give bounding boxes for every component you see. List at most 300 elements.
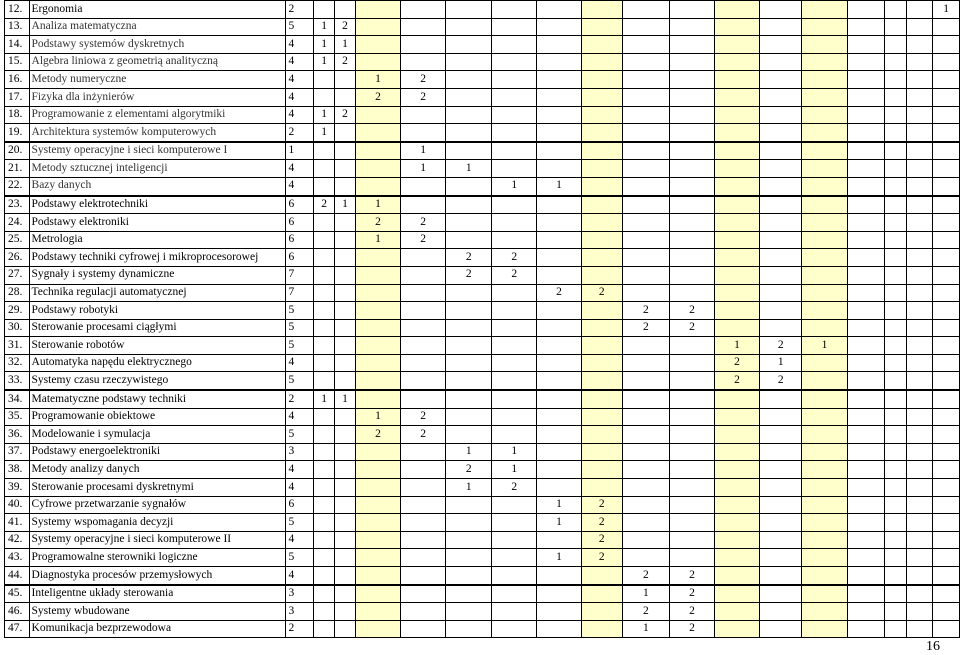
- grid-cell: [537, 354, 581, 372]
- grid-cell: [669, 71, 714, 89]
- grid-cell: [446, 426, 492, 444]
- grid-cell: 2: [760, 337, 802, 355]
- grid-cell: [446, 337, 492, 355]
- grid-cell: [314, 408, 335, 426]
- grid-cell: [884, 53, 906, 71]
- grid-cell: [907, 319, 933, 337]
- grid-cell: 1: [622, 620, 669, 638]
- grid-cell: [401, 53, 446, 71]
- grid-cell: [622, 354, 669, 372]
- grid-cell: [760, 106, 802, 124]
- course-name: Ergonomia: [29, 1, 285, 19]
- grid-cell: [802, 354, 847, 372]
- grid-cell: [622, 372, 669, 390]
- grid-cell: [715, 106, 760, 124]
- grid-cell: [492, 319, 537, 337]
- grid-cell: [847, 443, 884, 461]
- course-name: Automatyka napędu elektrycznego: [29, 354, 285, 372]
- grid-cell: 2: [537, 284, 581, 302]
- grid-cell: [622, 284, 669, 302]
- grid-cell: [492, 53, 537, 71]
- grid-cell: [622, 142, 669, 160]
- course-name: Inteligentne układy sterowania: [29, 585, 285, 603]
- grid-cell: [907, 196, 933, 214]
- grid-cell: [446, 408, 492, 426]
- grid-cell: [446, 319, 492, 337]
- grid-cell: [492, 36, 537, 54]
- grid-cell: [446, 214, 492, 232]
- grid-cell: 2: [715, 354, 760, 372]
- grid-cell: [537, 390, 581, 408]
- ects-points: 4: [285, 53, 314, 71]
- table-row: [5, 160, 960, 178]
- grid-cell: [884, 18, 906, 36]
- grid-cell: [581, 390, 622, 408]
- grid-cell: [669, 549, 714, 567]
- grid-cell: [581, 124, 622, 142]
- grid-cell: [335, 408, 356, 426]
- grid-cell: [669, 531, 714, 549]
- grid-cell: [492, 531, 537, 549]
- grid-cell: [492, 337, 537, 355]
- grid-cell: [355, 53, 400, 71]
- grid-cell: [622, 390, 669, 408]
- grid-cell: [802, 479, 847, 497]
- grid-cell: [715, 496, 760, 514]
- grid-cell: [802, 88, 847, 106]
- grid-cell: 2: [335, 53, 356, 71]
- grid-cell: [581, 461, 622, 479]
- ects-points: 5: [285, 319, 314, 337]
- grid-cell: [335, 372, 356, 390]
- grid-cell: [933, 266, 960, 284]
- grid-cell: [933, 142, 960, 160]
- table-row: [5, 124, 960, 142]
- ects-points: 4: [285, 71, 314, 89]
- grid-cell: [847, 319, 884, 337]
- grid-cell: [760, 585, 802, 603]
- grid-cell: [537, 319, 581, 337]
- grid-cell: [314, 354, 335, 372]
- grid-cell: [492, 1, 537, 19]
- grid-cell: [401, 319, 446, 337]
- grid-cell: [802, 514, 847, 532]
- grid-cell: [446, 231, 492, 249]
- grid-cell: 2: [446, 461, 492, 479]
- grid-cell: [622, 177, 669, 195]
- grid-cell: [581, 53, 622, 71]
- row-number: 45.: [5, 585, 30, 603]
- grid-cell: 2: [446, 266, 492, 284]
- grid-cell: [802, 160, 847, 178]
- grid-cell: [355, 124, 400, 142]
- grid-cell: [314, 266, 335, 284]
- grid-cell: [760, 461, 802, 479]
- grid-cell: [760, 1, 802, 19]
- grid-cell: [335, 71, 356, 89]
- grid-cell: [622, 408, 669, 426]
- grid-cell: 1: [802, 337, 847, 355]
- grid-cell: 1: [537, 549, 581, 567]
- grid-cell: [335, 620, 356, 638]
- grid-cell: [847, 496, 884, 514]
- grid-cell: [847, 549, 884, 567]
- grid-cell: [669, 160, 714, 178]
- grid-cell: [907, 479, 933, 497]
- grid-cell: [847, 426, 884, 444]
- grid-cell: [355, 567, 400, 585]
- grid-cell: [581, 196, 622, 214]
- table-row: [5, 372, 960, 390]
- grid-cell: [492, 390, 537, 408]
- grid-cell: [446, 620, 492, 638]
- grid-cell: 2: [355, 426, 400, 444]
- grid-cell: [669, 18, 714, 36]
- grid-cell: [669, 177, 714, 195]
- table-row: [5, 390, 960, 408]
- grid-cell: 2: [622, 319, 669, 337]
- grid-cell: [537, 71, 581, 89]
- grid-cell: [802, 142, 847, 160]
- grid-cell: [847, 514, 884, 532]
- table-row: [5, 443, 960, 461]
- row-number: 46.: [5, 603, 30, 621]
- grid-cell: [581, 302, 622, 320]
- grid-cell: [335, 479, 356, 497]
- grid-cell: [669, 266, 714, 284]
- grid-cell: [802, 620, 847, 638]
- row-number: 35.: [5, 408, 30, 426]
- grid-cell: [335, 142, 356, 160]
- grid-cell: 2: [401, 408, 446, 426]
- grid-cell: [669, 88, 714, 106]
- grid-cell: [847, 177, 884, 195]
- table-row: [5, 196, 960, 214]
- grid-cell: [622, 461, 669, 479]
- row-number: 40.: [5, 496, 30, 514]
- ects-points: 4: [285, 408, 314, 426]
- grid-cell: [622, 266, 669, 284]
- grid-cell: [847, 337, 884, 355]
- course-name: Sterowanie robotów: [29, 337, 285, 355]
- table-row: [5, 249, 960, 267]
- grid-cell: [335, 231, 356, 249]
- course-name: Architektura systemów komputerowych: [29, 124, 285, 142]
- grid-cell: [581, 106, 622, 124]
- grid-cell: [907, 408, 933, 426]
- grid-cell: [884, 1, 906, 19]
- ects-points: 6: [285, 496, 314, 514]
- grid-cell: [884, 461, 906, 479]
- grid-cell: [314, 88, 335, 106]
- grid-cell: [847, 354, 884, 372]
- row-number: 32.: [5, 354, 30, 372]
- grid-cell: [760, 443, 802, 461]
- grid-cell: [492, 284, 537, 302]
- grid-cell: [884, 603, 906, 621]
- grid-cell: [715, 214, 760, 232]
- grid-cell: [335, 531, 356, 549]
- ects-points: 4: [285, 177, 314, 195]
- grid-cell: 2: [581, 549, 622, 567]
- grid-cell: 1: [760, 354, 802, 372]
- grid-cell: [884, 36, 906, 54]
- grid-cell: [492, 549, 537, 567]
- grid-cell: [314, 142, 335, 160]
- grid-cell: [760, 514, 802, 532]
- grid-cell: 2: [581, 531, 622, 549]
- ects-points: 5: [285, 302, 314, 320]
- row-number: 24.: [5, 214, 30, 232]
- grid-cell: [907, 231, 933, 249]
- grid-cell: 2: [581, 514, 622, 532]
- grid-cell: [884, 106, 906, 124]
- grid-cell: 1: [314, 106, 335, 124]
- grid-cell: [884, 620, 906, 638]
- row-number: 25.: [5, 231, 30, 249]
- grid-cell: [622, 249, 669, 267]
- grid-cell: [884, 177, 906, 195]
- grid-cell: [884, 567, 906, 585]
- grid-cell: [847, 461, 884, 479]
- course-name: Cyfrowe przetwarzanie sygnałów: [29, 496, 285, 514]
- grid-cell: [669, 142, 714, 160]
- table-row: [5, 620, 960, 638]
- grid-cell: [715, 620, 760, 638]
- grid-cell: [492, 603, 537, 621]
- grid-cell: [933, 302, 960, 320]
- grid-cell: [933, 160, 960, 178]
- table-row: [5, 479, 960, 497]
- table-row: [5, 1, 960, 19]
- grid-cell: [537, 302, 581, 320]
- row-number: 19.: [5, 124, 30, 142]
- grid-cell: [446, 372, 492, 390]
- ects-points: 6: [285, 214, 314, 232]
- course-name: Programowanie z elementami algorytmiki: [29, 106, 285, 124]
- grid-cell: 2: [622, 302, 669, 320]
- grid-cell: 2: [760, 372, 802, 390]
- course-name: Systemy wspomagania decyzji: [29, 514, 285, 532]
- grid-cell: [933, 36, 960, 54]
- grid-cell: [715, 302, 760, 320]
- grid-cell: [933, 249, 960, 267]
- grid-cell: [802, 567, 847, 585]
- grid-cell: [907, 496, 933, 514]
- grid-cell: [335, 549, 356, 567]
- ects-points: 4: [285, 567, 314, 585]
- grid-cell: [314, 461, 335, 479]
- row-number: 20.: [5, 142, 30, 160]
- grid-cell: [802, 549, 847, 567]
- grid-cell: [581, 249, 622, 267]
- grid-cell: [622, 496, 669, 514]
- grid-cell: 1: [446, 443, 492, 461]
- grid-cell: [401, 620, 446, 638]
- grid-cell: [847, 567, 884, 585]
- grid-cell: [933, 214, 960, 232]
- grid-cell: [760, 160, 802, 178]
- grid-cell: [715, 284, 760, 302]
- grid-cell: [537, 531, 581, 549]
- grid-cell: [446, 18, 492, 36]
- grid-cell: [933, 284, 960, 302]
- grid-cell: 1: [933, 1, 960, 19]
- grid-cell: [581, 443, 622, 461]
- row-number: 47.: [5, 620, 30, 638]
- ects-points: 3: [285, 585, 314, 603]
- course-name: Metody analizy danych: [29, 461, 285, 479]
- grid-cell: [884, 354, 906, 372]
- grid-cell: 1: [314, 36, 335, 54]
- grid-cell: [760, 249, 802, 267]
- grid-cell: [669, 284, 714, 302]
- grid-cell: [581, 408, 622, 426]
- course-name: Systemy czasu rzeczywistego: [29, 372, 285, 390]
- grid-cell: [907, 71, 933, 89]
- grid-cell: [446, 106, 492, 124]
- grid-cell: [847, 372, 884, 390]
- ects-points: 7: [285, 266, 314, 284]
- course-name: Sterowanie procesami ciągłymi: [29, 319, 285, 337]
- row-number: 22.: [5, 177, 30, 195]
- grid-cell: [581, 585, 622, 603]
- grid-cell: [581, 160, 622, 178]
- ects-points: 4: [285, 354, 314, 372]
- grid-cell: [492, 88, 537, 106]
- course-name: Podstawy energoelektroniki: [29, 443, 285, 461]
- grid-cell: [355, 337, 400, 355]
- grid-cell: [760, 408, 802, 426]
- grid-cell: [537, 214, 581, 232]
- grid-cell: [715, 603, 760, 621]
- grid-cell: [401, 372, 446, 390]
- grid-cell: 1: [314, 390, 335, 408]
- grid-cell: [715, 443, 760, 461]
- grid-cell: [715, 124, 760, 142]
- row-number: 29.: [5, 302, 30, 320]
- grid-cell: [335, 354, 356, 372]
- grid-cell: [355, 514, 400, 532]
- grid-cell: [335, 496, 356, 514]
- grid-cell: [715, 71, 760, 89]
- grid-cell: [884, 284, 906, 302]
- grid-cell: [847, 142, 884, 160]
- grid-cell: [622, 196, 669, 214]
- grid-cell: [802, 531, 847, 549]
- grid-cell: [335, 443, 356, 461]
- table-row: [5, 36, 960, 54]
- grid-cell: [907, 160, 933, 178]
- grid-cell: [669, 372, 714, 390]
- course-name: Podstawy elektroniki: [29, 214, 285, 232]
- grid-cell: 2: [669, 603, 714, 621]
- ects-points: 3: [285, 603, 314, 621]
- grid-cell: [446, 284, 492, 302]
- grid-cell: [933, 426, 960, 444]
- grid-cell: [314, 496, 335, 514]
- grid-cell: [933, 354, 960, 372]
- grid-cell: [355, 106, 400, 124]
- course-name: Programowanie obiektowe: [29, 408, 285, 426]
- grid-cell: [907, 214, 933, 232]
- grid-cell: [401, 603, 446, 621]
- grid-cell: [802, 603, 847, 621]
- grid-cell: 1: [314, 53, 335, 71]
- grid-cell: 2: [446, 249, 492, 267]
- ects-points: 5: [285, 372, 314, 390]
- grid-cell: [581, 88, 622, 106]
- grid-cell: [581, 372, 622, 390]
- grid-cell: [669, 196, 714, 214]
- grid-cell: 1: [492, 461, 537, 479]
- course-name: Bazy danych: [29, 177, 285, 195]
- grid-cell: [622, 426, 669, 444]
- grid-cell: [537, 372, 581, 390]
- ects-points: 7: [285, 284, 314, 302]
- grid-cell: [401, 196, 446, 214]
- grid-cell: [760, 549, 802, 567]
- grid-cell: [401, 514, 446, 532]
- grid-cell: [907, 567, 933, 585]
- grid-cell: [401, 443, 446, 461]
- grid-cell: [760, 18, 802, 36]
- row-number: 30.: [5, 319, 30, 337]
- grid-cell: [715, 249, 760, 267]
- row-number: 13.: [5, 18, 30, 36]
- grid-cell: 2: [622, 567, 669, 585]
- grid-cell: [355, 249, 400, 267]
- grid-cell: [492, 567, 537, 585]
- grid-cell: [669, 514, 714, 532]
- grid-cell: [715, 177, 760, 195]
- grid-cell: 2: [401, 88, 446, 106]
- table-row: [5, 585, 960, 603]
- grid-cell: [401, 18, 446, 36]
- grid-cell: [622, 124, 669, 142]
- course-name: Podstawy elektrotechniki: [29, 196, 285, 214]
- grid-cell: [933, 18, 960, 36]
- grid-cell: [335, 319, 356, 337]
- grid-cell: [907, 53, 933, 71]
- grid-cell: [715, 408, 760, 426]
- grid-cell: [622, 160, 669, 178]
- course-name: Systemy wbudowane: [29, 603, 285, 621]
- grid-cell: [581, 620, 622, 638]
- grid-cell: [715, 531, 760, 549]
- grid-cell: [669, 36, 714, 54]
- grid-cell: 1: [715, 337, 760, 355]
- grid-cell: 2: [622, 603, 669, 621]
- grid-cell: [581, 354, 622, 372]
- grid-cell: [581, 36, 622, 54]
- grid-cell: [933, 443, 960, 461]
- grid-cell: [760, 620, 802, 638]
- grid-cell: [622, 443, 669, 461]
- grid-cell: [314, 567, 335, 585]
- grid-cell: [335, 177, 356, 195]
- grid-cell: [847, 106, 884, 124]
- grid-cell: [933, 196, 960, 214]
- ects-points: 4: [285, 479, 314, 497]
- course-name: Fizyka dla inżynierów: [29, 88, 285, 106]
- grid-cell: [537, 249, 581, 267]
- row-number: 15.: [5, 53, 30, 71]
- grid-cell: [715, 319, 760, 337]
- grid-cell: [669, 249, 714, 267]
- grid-cell: [715, 266, 760, 284]
- grid-cell: [933, 106, 960, 124]
